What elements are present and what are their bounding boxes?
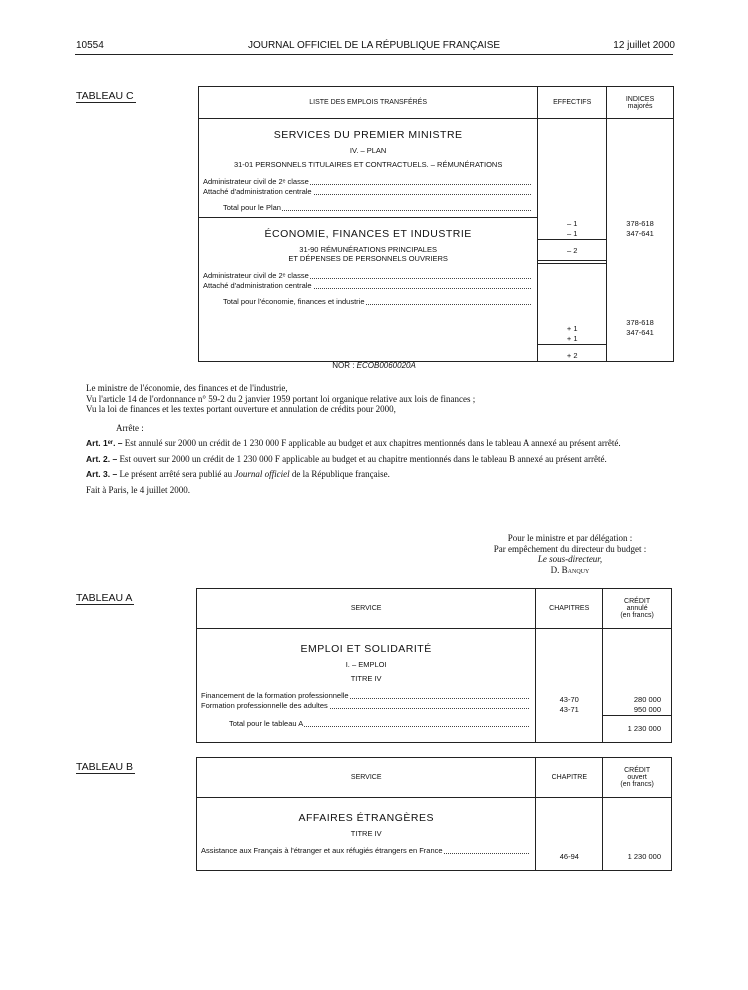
- arrete-heading: Arrête :: [116, 422, 144, 433]
- total-row: Total pour le tableau A: [229, 719, 531, 729]
- col-indices: INDICES majorés: [607, 87, 674, 119]
- table-row: Formation professionnelle des adultes: [201, 701, 531, 711]
- table-row: Administrateur civil de 2ᵉ classe: [203, 177, 533, 187]
- paragraph: Vu la loi de finances et les textes portant ouverture et annulation de crédits pour 2000,: [86, 404, 396, 414]
- credit-value: 950 000: [603, 705, 671, 716]
- col-chapitre: CHAPITRE: [536, 758, 603, 798]
- tableau-b: [196, 757, 672, 871]
- effectif-value: + 1: [566, 324, 578, 333]
- credit-value: 280 000: [633, 695, 661, 704]
- effectif-value: – 1: [538, 229, 606, 240]
- section-subtitle: TITRE IV: [350, 829, 382, 838]
- section-title: EMPLOI ET SOLIDARITÉ: [300, 643, 432, 655]
- effectif-total: – 2: [566, 246, 578, 255]
- page-number: 10554: [76, 40, 104, 51]
- article-3: Art. 3. – Le présent arrêté sera publié au Journal officiel de la République française.: [86, 469, 390, 479]
- section-subtitle: 31-01 PERSONNELS TITULAIRES ET CONTRACTUELS. – RÉMUNÉRATIONS: [233, 160, 503, 169]
- section-subtitle: ET DÉPENSES DE PERSONNELS OUVRIERS: [288, 254, 448, 263]
- indice-value: 378-618: [626, 219, 654, 228]
- col-credit: CRÉDIT annulé (en francs): [603, 589, 672, 629]
- section-subtitle: I. – EMPLOI: [345, 660, 387, 669]
- tableau-a: [196, 588, 672, 743]
- chapitre-value: 43-71: [559, 705, 579, 714]
- credit-total: 1 230 000: [627, 724, 661, 733]
- signature-line: Par empêchement du directeur du budget :: [493, 543, 647, 554]
- table-row: Assistance aux Français à l'étranger et aux réfugiés étrangers en France: [201, 846, 531, 856]
- section-title: SERVICES DU PREMIER MINISTRE: [273, 129, 463, 141]
- arrete-text: [76, 383, 674, 495]
- section-subtitle: TITRE IV: [350, 674, 382, 683]
- col-emplois: LISTE DES EMPLOIS TRANSFÉRÉS: [199, 87, 538, 119]
- section-title: ÉCONOMIE, FINANCES ET INDUSTRIE: [264, 228, 472, 240]
- table-row: Administrateur civil de 2ᵉ classe: [203, 271, 533, 281]
- effectif-value: – 1: [566, 219, 578, 228]
- col-chapitres: CHAPITRES: [536, 589, 603, 629]
- table-row: Attaché d'administration centrale: [203, 281, 533, 291]
- indice-value: 347-641: [626, 328, 654, 337]
- signatory-name: D. Banquy: [550, 564, 590, 575]
- chapitre-value: 46-94: [559, 852, 579, 861]
- nor-reference: NOR : ECOB0060020A: [332, 361, 416, 370]
- paragraph: Vu l'article 14 de l'ordonnance n° 59-2 du 2 janvier 1959 portant loi organique relative aux lois de finances ;: [86, 393, 476, 404]
- header-rule: [75, 54, 673, 55]
- table-row: Financement de la formation professionnelle: [201, 691, 531, 701]
- article-2: Art. 2. – Est ouvert sur 2000 un crédit de 1 230 000 F applicable au budget et au chapitre mentionnés dans le tableau B annexé au présent arrêté.: [86, 453, 607, 464]
- tableau-c: [198, 86, 674, 362]
- tableau-b-label: TABLEAU B: [76, 761, 133, 773]
- effectif-total: + 2: [566, 351, 578, 360]
- col-effectifs: EFFECTIFS: [538, 87, 607, 119]
- signature-title: Le sous-directeur,: [537, 554, 603, 564]
- effectif-value: + 1: [538, 334, 606, 345]
- credit-value: 1 230 000: [627, 852, 661, 861]
- section-subtitle: IV. – PLAN: [349, 146, 387, 155]
- section-title: AFFAIRES ÉTRANGÈRES: [298, 812, 434, 824]
- paragraph: Le ministre de l'économie, des finances et de l'industrie,: [86, 383, 288, 393]
- chapitre-value: 43-70: [559, 695, 579, 704]
- total-row: Total pour l'économie, finances et industrie: [223, 297, 533, 307]
- signature-date: Fait à Paris, le 4 juillet 2000.: [86, 484, 190, 495]
- article-1: Art. 1ᵉʳ. – Est annulé sur 2000 un crédit de 1 230 000 F applicable au budget et aux chapitres mentionnés dans le tableau A annexé au présent arrêté.: [86, 438, 621, 448]
- col-service: SERVICE: [197, 589, 536, 629]
- issue-date: 12 juillet 2000: [613, 40, 675, 51]
- col-service: SERVICE: [197, 758, 536, 798]
- signature-line: Pour le ministre et par délégation :: [507, 533, 633, 543]
- journal-title: JOURNAL OFFICIEL DE LA RÉPUBLIQUE FRANÇAISE: [247, 40, 501, 51]
- table-row: Attaché d'administration centrale: [203, 187, 533, 197]
- indice-value: 378-618: [626, 318, 654, 327]
- section-subtitle: 31-90 RÉMUNÉRATIONS PRINCIPALES: [299, 245, 437, 254]
- col-credit: CRÉDIT ouvert (en francs): [603, 758, 672, 798]
- tableau-a-label: TABLEAU A: [76, 592, 133, 604]
- tableau-c-label: TABLEAU C: [76, 90, 134, 102]
- signature-block: [470, 533, 670, 575]
- indice-value: 347-641: [626, 229, 654, 238]
- total-row: Total pour le Plan: [223, 203, 533, 213]
